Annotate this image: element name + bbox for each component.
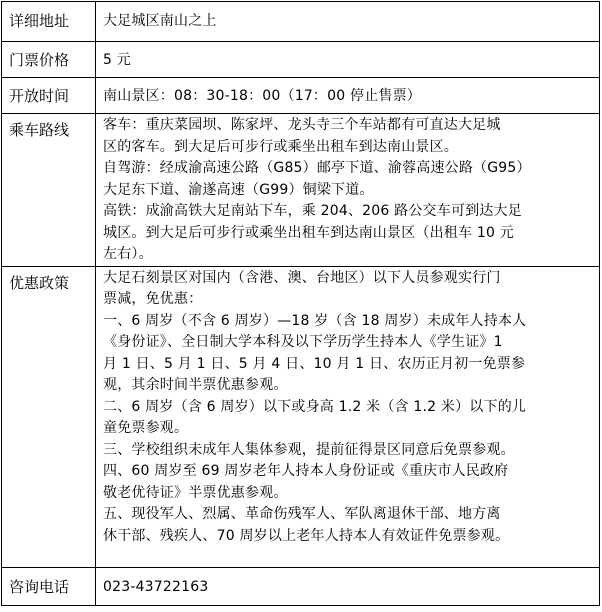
- discount-line: 月 1 日、5 月 1 日、5 月 4 日、10 月 1 日、农历正月初一免票参: [103, 355, 526, 372]
- discount-line: 一、6 周岁（不含 6 周岁）—18 岁（含 18 周岁）未成年人持本人: [103, 312, 527, 329]
- hours-row: [2, 78, 600, 114]
- address-label: 详细地址: [2, 2, 96, 42]
- phone-number: 023-43722163: [103, 578, 209, 595]
- phone-label: 咨询电话: [2, 567, 96, 605]
- discount-line: 《身份证》、全日制大学本科及以下学历学生持本人《学生证》1: [103, 334, 503, 350]
- discount-line: 童免票参观。: [103, 420, 189, 436]
- address-value: [96, 2, 600, 42]
- discount-value: [96, 266, 600, 567]
- discount-label: 优惠政策: [2, 266, 96, 567]
- route-line: 自驾游：经成渝高速公路（G85）邮亭下道、渝蓉高速公路（G95）: [103, 160, 531, 176]
- address-text: 大足城区南山之上: [103, 13, 217, 29]
- route-line: 大足东下道、渝遂高速（G99）铜梁下道。: [103, 181, 374, 198]
- hours-text: 南山景区：08：30-18：00（17：00 停止售票）: [103, 88, 421, 104]
- discount-line: 五、现役军人、烈属、革命伤残军人、军队离退休干部、地方离: [103, 506, 501, 522]
- route-label: 乘车路线: [2, 114, 96, 267]
- route-line: 区的客车。到大足后可步行或乘坐出租车到达南山景区。: [103, 138, 458, 155]
- price-text: 5 元: [103, 52, 131, 68]
- price-value: [96, 42, 600, 78]
- route-line: 客车：重庆菜园坝、陈家坪、龙头寺三个车站都有可直达大足城: [103, 117, 501, 133]
- discount-line: 四、60 周岁至 69 周岁老年人持本人身份证或《重庆市人民政府: [103, 463, 509, 479]
- address-row: [2, 2, 600, 42]
- route-row: [2, 114, 600, 267]
- price-label: 门票价格: [2, 42, 96, 78]
- route-value: [96, 114, 600, 267]
- price-row: [2, 42, 600, 78]
- discount-row: [2, 266, 600, 567]
- hours-value: [96, 78, 600, 114]
- discount-line: 二、6 周岁（含 6 周岁）以下或身高 1.2 米（含 1.2 米）以下的儿: [103, 398, 527, 415]
- discount-line: 观，其余时间半票优惠参观。: [103, 377, 288, 393]
- discount-line: 休干部、残疾人、70 周岁以上老年人持本人有效证件免票参观。: [103, 527, 510, 544]
- discount-line: 大足石刻景区对国内（含港、澳、台地区）以下人员参观实行门: [103, 269, 501, 286]
- attraction-info-table: [1, 1, 600, 606]
- phone-value: [96, 567, 600, 605]
- route-line: 城区。到大足后可步行或乘坐出租车到达南山景区（出租车 10 元: [103, 224, 514, 241]
- discount-line: 三、学校组织未成年人集体参观，提前征得景区同意后免票参观。: [103, 441, 515, 458]
- discount-line: 票减，免优惠：: [103, 291, 203, 307]
- route-line: 左右）。: [103, 246, 153, 262]
- route-line: 高铁：成渝高铁大足南站下车，乘 204、206 路公交车可到达大足: [103, 203, 522, 219]
- phone-row: [2, 567, 600, 605]
- hours-label: 开放时间: [2, 78, 96, 114]
- discount-line: 敬老优待证》半票优惠参观。: [103, 484, 288, 501]
